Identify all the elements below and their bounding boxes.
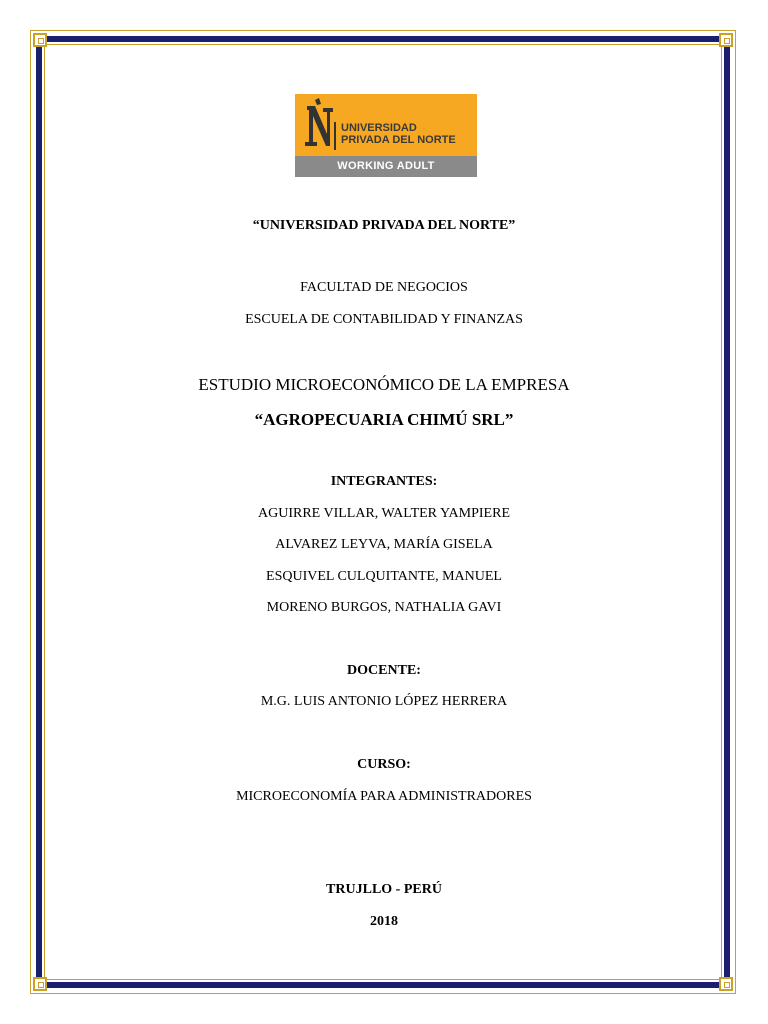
logo-wordmark — [341, 122, 456, 146]
university-name: “UNIVERSIDAD PRIVADA DEL NORTE” — [252, 218, 516, 233]
logo-wordmark-line1: UNIVERSIDAD — [341, 122, 417, 134]
study-title: ESTUDIO MICROECONÓMICO DE LA EMPRESA — [198, 375, 570, 394]
logo-orange-panel — [295, 94, 477, 156]
teacher-heading: DOCENTE: — [347, 663, 421, 678]
school-name: ESCUELA DE CONTABILIDAD Y FINANZAS — [245, 312, 523, 327]
logo-band: WORKING ADULT — [295, 156, 477, 177]
corner-ornament-top-right — [719, 33, 733, 47]
course-heading: CURSO: — [357, 757, 411, 772]
course-name: MICROECONOMÍA PARA ADMINISTRADORES — [236, 789, 532, 804]
teacher-name: M.G. LUIS ANTONIO LÓPEZ HERRERA — [260, 694, 508, 709]
faculty-name: FACULTAD DE NEGOCIOS — [300, 280, 468, 295]
member-name: AGUIRRE VILLAR, WALTER YAMPIERE — [257, 506, 510, 521]
university-logo — [295, 94, 477, 177]
year: 2018 — [370, 914, 398, 929]
members-heading: INTEGRANTES: — [330, 474, 438, 489]
corner-ornament-bottom-right — [719, 977, 733, 991]
place: TRUJLLO - PERÚ — [326, 882, 442, 897]
corner-ornament-bottom-left — [33, 977, 47, 991]
company-name: “AGROPECUARIA CHIMÚ SRL” — [254, 410, 514, 429]
member-name: ESQUIVEL CULQUITANTE, MANUEL — [266, 569, 502, 584]
corner-ornament-top-left — [33, 33, 47, 47]
logo-n-mark-icon — [301, 98, 337, 152]
logo-wordmark-line2: PRIVADA DEL NORTE — [341, 134, 456, 146]
member-name: ALVAREZ LEYVA, MARÍA GISELA — [275, 537, 493, 552]
member-name: MORENO BURGOS, NATHALIA GAVI — [266, 600, 502, 615]
